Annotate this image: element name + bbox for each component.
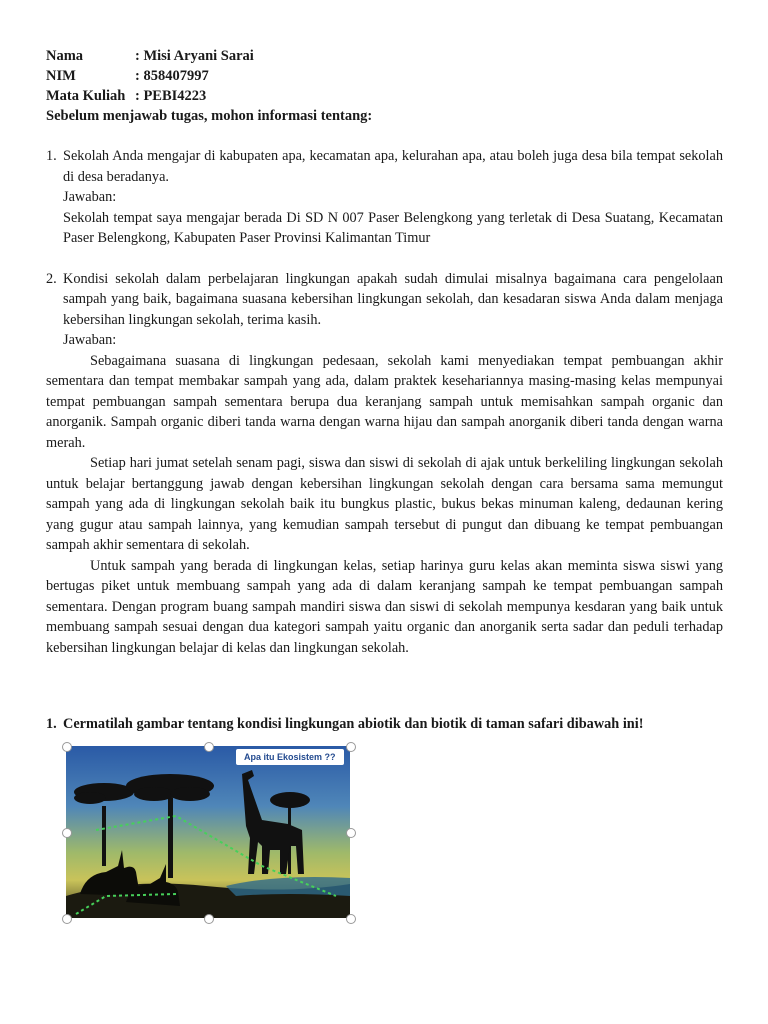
answer-text: Sekolah tempat saya mengajar berada Di SD N 007 Paser Belengkong yang terletak di Desa Suatang, Kecamatan Paser Belengkong, Kabupaten Paser Provinsi Kalimantan Timur bbox=[63, 209, 723, 246]
answer-label: Jawaban: bbox=[63, 332, 117, 348]
answer-paragraph: Sebagaimana suasana di lingkungan pedesaan, sekolah kami menyediakan tempat pembuangan akhir sementara dan tempat membakar sampah yang ada, dalam praktek kesehariannya masing-masing kelas mempunyai tempat pembuangan sampah sementara berupa dua keranjang sampah untuk memisahkan sampah organic dan anorganik. Sampah organic diberi tanda warna dengan warna hijau dan sampah anorganik diberi tanda dengan warna merah. bbox=[46, 352, 723, 451]
answer-paragraph: Setiap hari jumat setelah senam pagi, siswa dan siswi di sekolah di ajak untuk berkeliling lingkungan sekolah untuk belajar bertanggung jawab dengan kebersihan lingkungan sekolah dengan cara bersama sama memungut sampah yang ada di lingkungan sekolah baik itu bungkus plastic, bukus bekas minuman kaleng, dedaunan kering yang gugur atau sampah lainnya, yang kemudian sampah tersebut di pungut dan dibuang ke tempat pembuangan sampah akhir sementara di sekolah. bbox=[46, 455, 723, 553]
header-value: : 858407997 bbox=[135, 68, 209, 84]
resize-handle[interactable] bbox=[62, 828, 72, 838]
document-page bbox=[46, 46, 723, 658]
question-text: Kondisi sekolah dalam perbelajaran lingkungan apakah sudah dimulai misalnya bagaimana cara pengelolaan sampah yang baik, bagaimana suasana kebersihan lingkungan sekolah, dan kesadaran siswa Anda dalam menjaga kebersihan lingkungan sekolah, terima kasih. bbox=[63, 270, 723, 328]
intro-text: Sebelum menjawab tugas, mohon informasi tentang: bbox=[46, 108, 373, 124]
question-number: 1. bbox=[46, 148, 57, 164]
header-nim-row bbox=[46, 66, 723, 86]
task-number: 1. bbox=[46, 716, 57, 732]
task-1 bbox=[46, 714, 726, 735]
resize-handle[interactable] bbox=[204, 914, 214, 924]
question-1 bbox=[46, 146, 723, 249]
header-value: : PEBI4223 bbox=[135, 88, 207, 104]
answer-2-body bbox=[46, 351, 723, 659]
header-key: NIM bbox=[46, 68, 76, 84]
resize-handle[interactable] bbox=[62, 914, 72, 924]
figure-caption-badge: Apa itu Ekosistem ?? bbox=[236, 749, 344, 765]
resize-handle[interactable] bbox=[204, 742, 214, 752]
question-text: Sekolah Anda mengajar di kabupaten apa, kecamatan apa, kelurahan apa, atau boleh juga desa bila tempat sekolah di desa beradanya. bbox=[63, 148, 723, 185]
header-value: : Misi Aryani Sarai bbox=[135, 48, 254, 64]
header-key: Nama bbox=[46, 48, 84, 64]
task-text: Cermatilah gambar tentang kondisi lingkungan abiotik dan biotik di taman safari dibawah ini! bbox=[63, 716, 644, 732]
question-number: 2. bbox=[46, 270, 57, 287]
header-name-row bbox=[46, 46, 723, 66]
resize-handle[interactable] bbox=[346, 914, 356, 924]
answer-label: Jawaban: bbox=[63, 189, 117, 205]
resize-handle[interactable] bbox=[346, 742, 356, 752]
ecosystem-figure[interactable] bbox=[66, 746, 350, 918]
header-key: Mata Kuliah bbox=[46, 88, 126, 104]
savanna-image bbox=[66, 746, 350, 918]
header-course-row bbox=[46, 86, 723, 106]
resize-handle[interactable] bbox=[62, 742, 72, 752]
question-2 bbox=[46, 269, 723, 351]
resize-handle[interactable] bbox=[346, 828, 356, 838]
answer-paragraph: Untuk sampah yang berada di lingkungan kelas, setiap harinya guru kelas akan meminta siswa siswi yang bertugas piket untuk membuang sampah yang ada di dalam keranjang sampah ke tempat pembuangan sampah sementara. Dengan program buang sampah mandiri siswa dan siswi di sekolah mempunya kesdaran yang baik untuk membuang sampah sesuai dengan dua kategori sampah yaitu organic dan anorganik serta sadar dan peduli terhadap kebersihan lingkungan belajar di kelas dan lingkungan sekolah. bbox=[46, 557, 723, 656]
